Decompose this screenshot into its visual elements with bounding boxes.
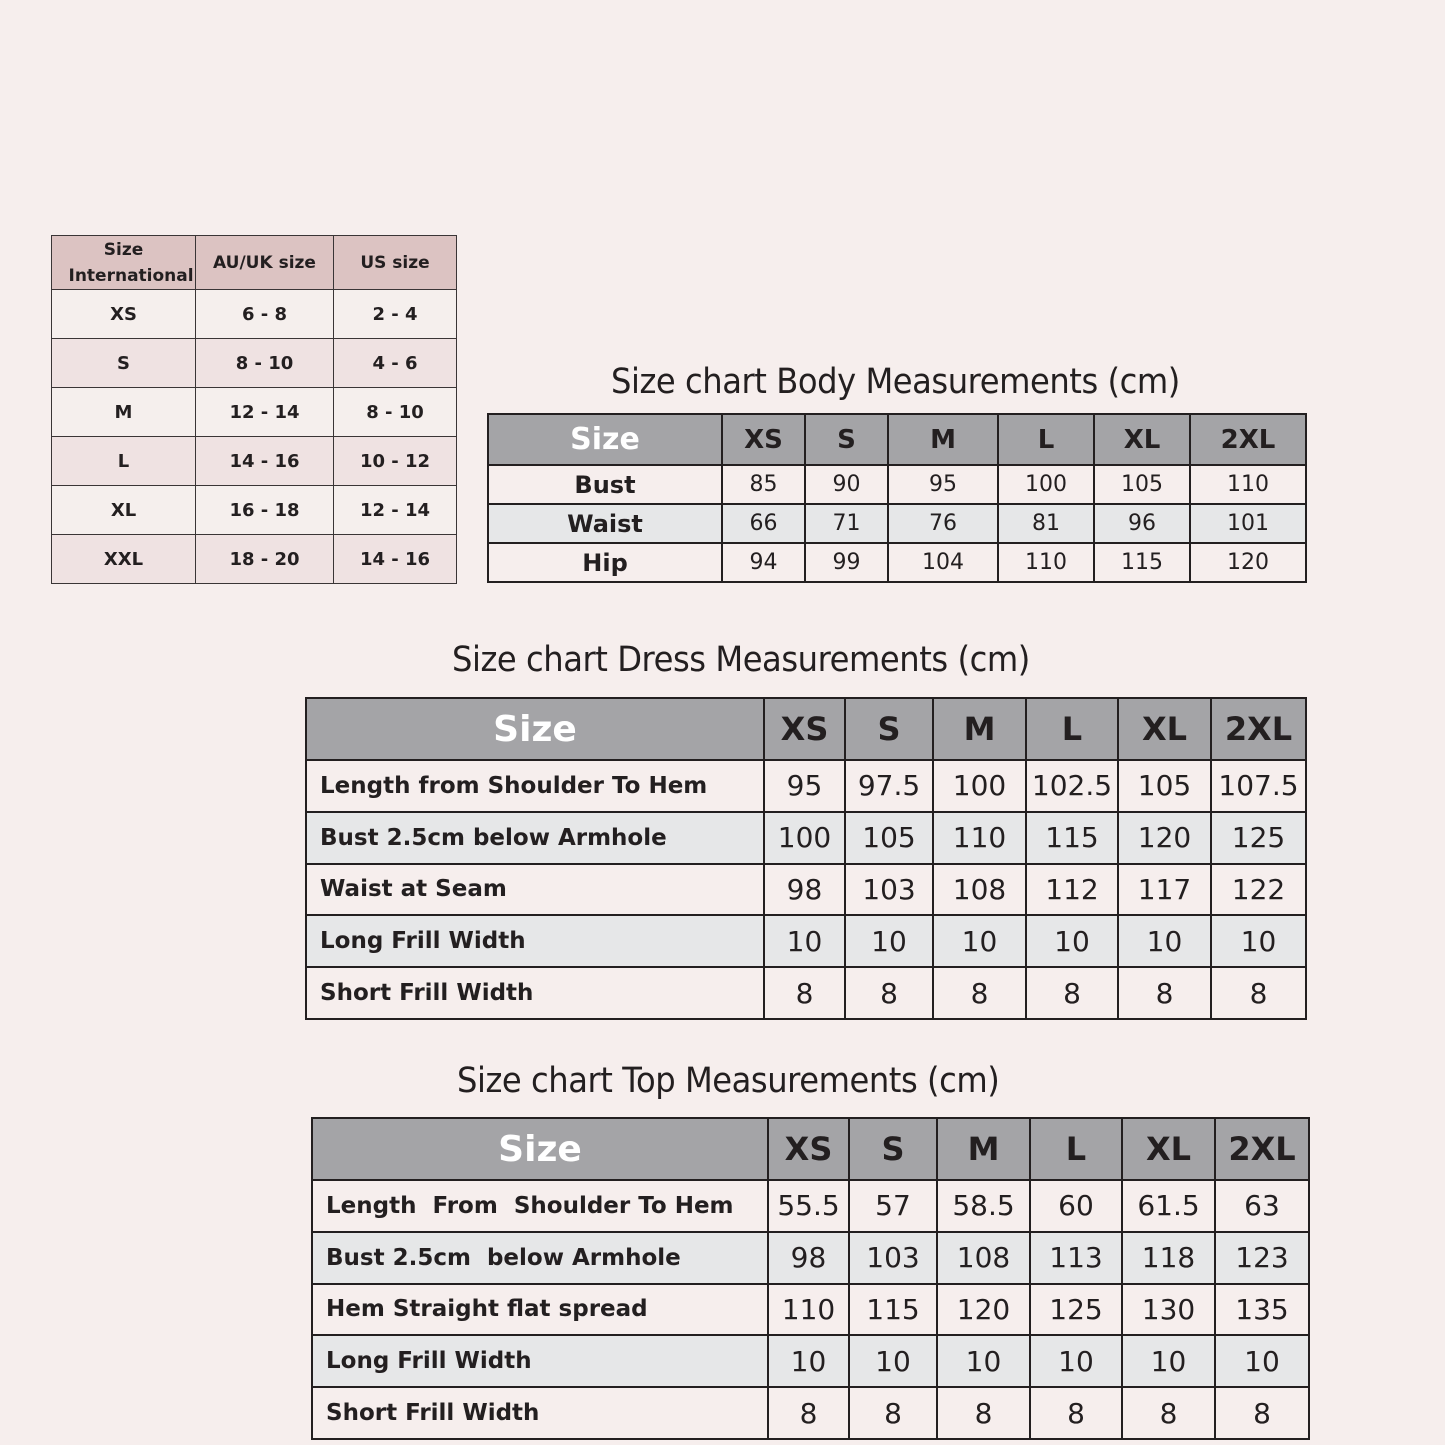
cell-value: 8 xyxy=(1211,967,1306,1019)
cell-value: 120 xyxy=(1118,812,1211,864)
body-header-xs: XS xyxy=(722,414,805,465)
cell-value: 115 xyxy=(849,1284,937,1336)
cell-value: 8 xyxy=(1215,1387,1309,1439)
intl-cell-size: S xyxy=(52,339,196,388)
dress-header-2xl: 2XL xyxy=(1211,698,1306,760)
body-header-s: S xyxy=(805,414,888,465)
cell-value: 99 xyxy=(805,543,888,582)
cell-value: 10 xyxy=(845,915,933,967)
row-label: Bust 2.5cm below Armhole xyxy=(312,1232,768,1284)
intl-cell-size: XS xyxy=(52,290,196,339)
intl-cell-us: 8 - 10 xyxy=(334,388,457,437)
intl-cell-us: 12 - 14 xyxy=(334,486,457,535)
cell-value: 98 xyxy=(768,1232,849,1284)
top-header-row xyxy=(312,1118,1309,1180)
intl-cell-au-uk: 6 - 8 xyxy=(196,290,334,339)
cell-value: 10 xyxy=(764,915,845,967)
row-label: Hem Straight flat spread xyxy=(312,1284,768,1336)
cell-value: 100 xyxy=(933,760,1026,812)
intl-cell-size: XXL xyxy=(52,535,196,584)
intl-cell-au-uk: 8 - 10 xyxy=(196,339,334,388)
table-row xyxy=(312,1232,1309,1284)
dress-header-l: L xyxy=(1026,698,1118,760)
row-label: Long Frill Width xyxy=(306,915,764,967)
intl-cell-size: L xyxy=(52,437,196,486)
table-row xyxy=(306,760,1306,812)
cell-value: 8 xyxy=(1122,1387,1215,1439)
dress-header-s: S xyxy=(845,698,933,760)
cell-value: 115 xyxy=(1026,812,1118,864)
cell-value: 8 xyxy=(1026,967,1118,1019)
cell-value: 125 xyxy=(1211,812,1306,864)
cell-value: 10 xyxy=(1030,1335,1122,1387)
cell-value: 103 xyxy=(849,1232,937,1284)
dress-header-xs: XS xyxy=(764,698,845,760)
row-label: Short Frill Width xyxy=(306,967,764,1019)
cell-value: 66 xyxy=(722,504,805,543)
cell-value: 105 xyxy=(1094,465,1190,504)
cell-value: 107.5 xyxy=(1211,760,1306,812)
intl-cell-size: M xyxy=(52,388,196,437)
cell-value: 113 xyxy=(1030,1232,1122,1284)
cell-value: 108 xyxy=(937,1232,1030,1284)
cell-value: 102.5 xyxy=(1026,760,1118,812)
cell-value: 10 xyxy=(768,1335,849,1387)
table-row xyxy=(52,290,457,339)
body-header-l: L xyxy=(998,414,1094,465)
cell-value: 96 xyxy=(1094,504,1190,543)
dress-measurements-title: Size chart Dress Measurements (cm) xyxy=(452,640,1030,680)
cell-value: 10 xyxy=(1118,915,1211,967)
cell-value: 8 xyxy=(933,967,1026,1019)
cell-value: 100 xyxy=(764,812,845,864)
table-row xyxy=(306,915,1306,967)
cell-value: 100 xyxy=(998,465,1094,504)
cell-value: 10 xyxy=(1211,915,1306,967)
row-label: Hip xyxy=(488,543,722,582)
body-header-xl: XL xyxy=(1094,414,1190,465)
body-header-row xyxy=(488,414,1306,465)
cell-value: 10 xyxy=(1026,915,1118,967)
intl-header-row xyxy=(52,236,457,290)
table-row xyxy=(488,543,1306,582)
intl-cell-au-uk: 18 - 20 xyxy=(196,535,334,584)
cell-value: 10 xyxy=(849,1335,937,1387)
body-header-m: M xyxy=(888,414,998,465)
table-row xyxy=(52,437,457,486)
table-row xyxy=(312,1335,1309,1387)
cell-value: 103 xyxy=(845,864,933,916)
international-size-table xyxy=(51,235,457,584)
top-header-s: S xyxy=(849,1118,937,1180)
table-row xyxy=(52,535,457,584)
cell-value: 117 xyxy=(1118,864,1211,916)
cell-value: 8 xyxy=(764,967,845,1019)
cell-value: 110 xyxy=(933,812,1026,864)
cell-value: 123 xyxy=(1215,1232,1309,1284)
table-row xyxy=(488,465,1306,504)
cell-value: 57 xyxy=(849,1180,937,1232)
intl-cell-us: 14 - 16 xyxy=(334,535,457,584)
cell-value: 10 xyxy=(937,1335,1030,1387)
cell-value: 94 xyxy=(722,543,805,582)
row-label: Long Frill Width xyxy=(312,1335,768,1387)
cell-value: 120 xyxy=(937,1284,1030,1336)
intl-cell-au-uk: 12 - 14 xyxy=(196,388,334,437)
cell-value: 8 xyxy=(1030,1387,1122,1439)
table-row xyxy=(312,1387,1309,1439)
body-measurements-table xyxy=(487,413,1307,583)
cell-value: 108 xyxy=(933,864,1026,916)
row-label: Length From Shoulder To Hem xyxy=(312,1180,768,1232)
row-label: Length from Shoulder To Hem xyxy=(306,760,764,812)
cell-value: 105 xyxy=(845,812,933,864)
table-row xyxy=(306,967,1306,1019)
intl-cell-size: XL xyxy=(52,486,196,535)
top-header-2xl: 2XL xyxy=(1215,1118,1309,1180)
cell-value: 10 xyxy=(1122,1335,1215,1387)
cell-value: 58.5 xyxy=(937,1180,1030,1232)
table-row xyxy=(52,388,457,437)
intl-cell-us: 2 - 4 xyxy=(334,290,457,339)
cell-value: 130 xyxy=(1122,1284,1215,1336)
cell-value: 95 xyxy=(888,465,998,504)
cell-value: 61.5 xyxy=(1122,1180,1215,1232)
cell-value: 110 xyxy=(768,1284,849,1336)
table-row xyxy=(52,339,457,388)
dress-header-xl: XL xyxy=(1118,698,1211,760)
dress-header-row xyxy=(306,698,1306,760)
cell-value: 95 xyxy=(764,760,845,812)
top-header-l: L xyxy=(1030,1118,1122,1180)
cell-value: 85 xyxy=(722,465,805,504)
table-row xyxy=(52,486,457,535)
cell-value: 71 xyxy=(805,504,888,543)
cell-value: 97.5 xyxy=(845,760,933,812)
cell-value: 90 xyxy=(805,465,888,504)
top-header-xl: XL xyxy=(1122,1118,1215,1180)
table-row xyxy=(312,1180,1309,1232)
cell-value: 110 xyxy=(998,543,1094,582)
intl-header-size-international: Size International xyxy=(52,236,196,290)
cell-value: 81 xyxy=(998,504,1094,543)
cell-value: 55.5 xyxy=(768,1180,849,1232)
row-label: Bust xyxy=(488,465,722,504)
cell-value: 76 xyxy=(888,504,998,543)
cell-value: 120 xyxy=(1190,543,1306,582)
body-measurements-title: Size chart Body Measurements (cm) xyxy=(611,362,1180,402)
top-header-m: M xyxy=(937,1118,1030,1180)
cell-value: 118 xyxy=(1122,1232,1215,1284)
intl-header-au-uk: AU/UK size xyxy=(196,236,334,290)
row-label: Waist xyxy=(488,504,722,543)
cell-value: 8 xyxy=(768,1387,849,1439)
cell-value: 135 xyxy=(1215,1284,1309,1336)
row-label: Waist at Seam xyxy=(306,864,764,916)
cell-value: 8 xyxy=(845,967,933,1019)
intl-cell-us: 10 - 12 xyxy=(334,437,457,486)
cell-value: 10 xyxy=(933,915,1026,967)
cell-value: 10 xyxy=(1215,1335,1309,1387)
table-row xyxy=(306,864,1306,916)
row-label: Short Frill Width xyxy=(312,1387,768,1439)
cell-value: 63 xyxy=(1215,1180,1309,1232)
cell-value: 104 xyxy=(888,543,998,582)
table-row xyxy=(306,812,1306,864)
cell-value: 101 xyxy=(1190,504,1306,543)
dress-header-m: M xyxy=(933,698,1026,760)
intl-cell-au-uk: 16 - 18 xyxy=(196,486,334,535)
cell-value: 98 xyxy=(764,864,845,916)
cell-value: 8 xyxy=(937,1387,1030,1439)
cell-value: 105 xyxy=(1118,760,1211,812)
table-row xyxy=(312,1284,1309,1336)
top-header-size: Size xyxy=(312,1118,768,1180)
cell-value: 112 xyxy=(1026,864,1118,916)
dress-header-size: Size xyxy=(306,698,764,760)
cell-value: 8 xyxy=(1118,967,1211,1019)
top-measurements-title: Size chart Top Measurements (cm) xyxy=(457,1061,1000,1101)
cell-value: 60 xyxy=(1030,1180,1122,1232)
top-header-xs: XS xyxy=(768,1118,849,1180)
cell-value: 115 xyxy=(1094,543,1190,582)
cell-value: 110 xyxy=(1190,465,1306,504)
row-label: Bust 2.5cm below Armhole xyxy=(306,812,764,864)
intl-cell-us: 4 - 6 xyxy=(334,339,457,388)
body-header-2xl: 2XL xyxy=(1190,414,1306,465)
cell-value: 125 xyxy=(1030,1284,1122,1336)
table-row xyxy=(488,504,1306,543)
intl-cell-au-uk: 14 - 16 xyxy=(196,437,334,486)
dress-measurements-table xyxy=(305,697,1307,1020)
intl-header-us: US size xyxy=(334,236,457,290)
body-header-size: Size xyxy=(488,414,722,465)
cell-value: 122 xyxy=(1211,864,1306,916)
top-measurements-table xyxy=(311,1117,1310,1440)
cell-value: 8 xyxy=(849,1387,937,1439)
